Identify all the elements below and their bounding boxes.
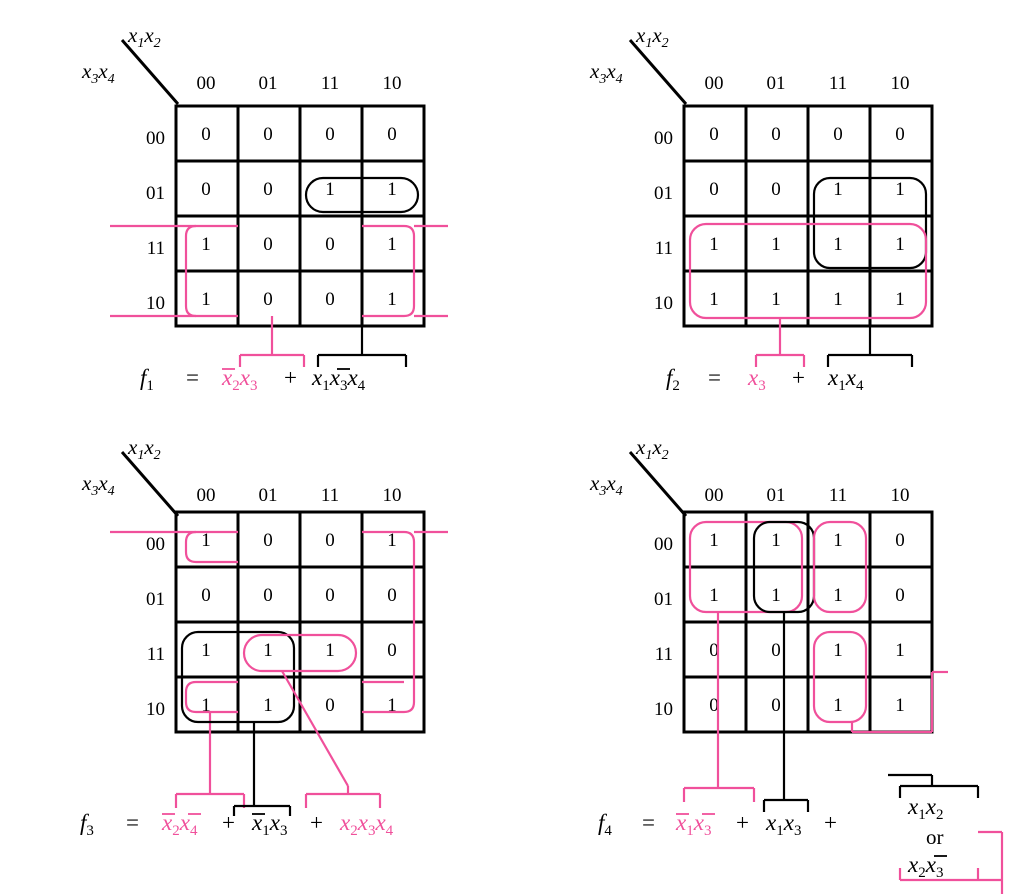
cell-r0-c3: 0	[895, 530, 905, 551]
cell-r0-c0: 1	[709, 530, 719, 551]
cell-r2-c2: 1	[833, 234, 843, 255]
expr-f4-name: $f_4$	[598, 810, 612, 839]
cell-r0-c0: 1	[201, 530, 211, 551]
expr-f2-term1: $x_3$	[748, 365, 766, 394]
col-label-10: 10	[382, 485, 402, 506]
cell-r1-c2: 1	[833, 585, 843, 606]
row-label-01: 01	[654, 183, 673, 204]
expr-f3-term1: $x_2x_4$	[162, 810, 198, 839]
cell-r2-c0: 1	[201, 640, 211, 661]
cell-r1-c2: 1	[833, 179, 843, 200]
row-label-01: 01	[146, 183, 165, 204]
row-label-10: 10	[146, 699, 165, 720]
cell-r2-c2: 0	[325, 234, 335, 255]
col-label-11: 11	[320, 73, 340, 94]
expr-f4-equals: =	[642, 810, 655, 835]
cell-r2-c1: 1	[771, 234, 781, 255]
cell-r2-c1: 1	[263, 640, 273, 661]
cell-r0-c2: 0	[325, 124, 335, 145]
expr-f4-term2: $x_1x_3$	[766, 810, 802, 839]
row-label-11: 11	[654, 644, 673, 665]
row-label-00: 00	[146, 534, 165, 555]
row-label-11: 11	[146, 644, 165, 665]
expression-f4	[598, 794, 947, 881]
cell-r3-c0: 0	[709, 695, 719, 716]
expr-f3-plus1: +	[222, 810, 235, 835]
cell-r3-c1: 0	[771, 695, 781, 716]
kmap-f3-svg	[0, 420, 500, 894]
cell-r0-c0: 0	[709, 124, 719, 145]
expr-f1-equals: =	[186, 365, 199, 390]
kmap-f3	[0, 420, 500, 894]
cell-r2-c0: 0	[709, 640, 719, 661]
row-header-label: $x_3x_4$	[590, 59, 623, 87]
expr-f2-equals: =	[708, 365, 721, 390]
col-label-10: 10	[890, 485, 910, 506]
expr-f1-name: $f_1$	[140, 365, 154, 394]
kmap-f1-svg	[0, 0, 500, 420]
row-label-11: 11	[654, 238, 673, 259]
row-label-00: 00	[654, 534, 673, 555]
row-label-10: 10	[654, 293, 673, 314]
expression-f3	[80, 810, 394, 839]
cell-r0-c1: 0	[263, 530, 273, 551]
cell-r3-c2: 0	[325, 289, 335, 310]
col-label-11: 11	[828, 73, 848, 94]
cell-r3-c1: 1	[263, 695, 273, 716]
cell-r1-c2: 0	[325, 585, 335, 606]
expression-f2	[666, 365, 864, 394]
col-label-10: 10	[382, 73, 402, 94]
cell-r2-c0: 1	[709, 234, 719, 255]
leader-pink-f3-b	[282, 671, 380, 808]
kmap-f2	[508, 0, 1008, 420]
leader-black-f3	[234, 722, 290, 816]
cell-r3-c3: 1	[895, 289, 905, 310]
col-label-00: 00	[196, 73, 216, 94]
col-label-00: 00	[704, 485, 724, 506]
cell-r0-c2: 0	[325, 530, 335, 551]
cell-r3-c2: 1	[833, 289, 843, 310]
leader-pink-f3-a	[176, 712, 244, 808]
cell-r1-c1: 0	[263, 585, 273, 606]
cell-r0-c1: 0	[263, 124, 273, 145]
col-header-label: $x_1x_2$	[128, 23, 161, 51]
header-diagonal	[122, 452, 178, 516]
cell-r3-c1: 0	[263, 289, 273, 310]
leader-pink-f1	[240, 316, 304, 367]
expr-f4-plus1: +	[736, 810, 749, 835]
cell-r2-c0: 1	[201, 234, 211, 255]
cell-r2-c3: 0	[387, 640, 397, 661]
expr-f4-alt-or: or	[926, 825, 944, 849]
kmap-f4-svg	[508, 420, 1017, 894]
cell-r1-c3: 0	[387, 585, 397, 606]
cell-r0-c0: 0	[201, 124, 211, 145]
cell-r0-c3: 1	[387, 530, 397, 551]
row-label-00: 00	[146, 128, 165, 149]
expr-f4-plus2: +	[824, 810, 837, 835]
cell-r2-c3: 1	[895, 234, 905, 255]
cell-r3-c0: 1	[709, 289, 719, 310]
cell-r0-c1: 0	[771, 124, 781, 145]
cell-r0-c3: 0	[895, 124, 905, 145]
cell-r0-c3: 0	[387, 124, 397, 145]
kmap-f4	[508, 420, 1017, 894]
cell-r1-c0: 0	[201, 179, 211, 200]
col-label-00: 00	[704, 73, 724, 94]
cell-r3-c3: 1	[387, 289, 397, 310]
leader-pink-f4-a	[684, 612, 754, 802]
cell-r3-c3: 1	[387, 695, 397, 716]
expr-f1-plus: +	[284, 365, 297, 390]
cell-r2-c1: 0	[263, 234, 273, 255]
expr-f4-alt-first: $x_1x_2$	[908, 794, 944, 823]
cell-r1-c1: 0	[263, 179, 273, 200]
cell-r2-c2: 1	[833, 640, 843, 661]
row-label-10: 10	[146, 293, 165, 314]
expr-f3-name: $f_3$	[80, 810, 94, 839]
col-label-11: 11	[828, 485, 848, 506]
cell-r0-c2: 0	[833, 124, 843, 145]
cell-r0-c1: 1	[771, 530, 781, 551]
cell-r1-c1: 1	[771, 585, 781, 606]
cell-r2-c3: 1	[895, 640, 905, 661]
cell-r1-c1: 0	[771, 179, 781, 200]
col-header-label: $x_1x_2$	[636, 23, 669, 51]
cell-r2-c2: 1	[325, 640, 335, 661]
expr-f3-equals: =	[126, 810, 139, 835]
kmap-f1	[0, 0, 500, 420]
cell-r1-c0: 1	[709, 585, 719, 606]
col-label-01: 01	[766, 73, 786, 94]
row-header-label: $x_3x_4$	[590, 471, 623, 499]
kmap-f2-svg	[508, 0, 1008, 420]
expr-f1-term2: $x_1x_3x_4$	[312, 365, 366, 394]
expr-f3-term3: $x_2x_3x_4$	[340, 810, 394, 839]
col-label-01: 01	[258, 73, 278, 94]
col-label-01: 01	[766, 485, 786, 506]
cell-r3-c2: 0	[325, 695, 335, 716]
expr-f4-term1: $x_1x_3$	[676, 810, 712, 839]
cell-r3-c1: 1	[771, 289, 781, 310]
expr-f1-term1: $x_2x_3$	[222, 365, 258, 394]
header-diagonal	[630, 452, 686, 516]
col-label-11: 11	[320, 485, 340, 506]
expr-f2-plus: +	[792, 365, 805, 390]
header-diagonal	[122, 40, 178, 104]
cell-r2-c1: 0	[771, 640, 781, 661]
cell-r3-c2: 1	[833, 695, 843, 716]
expr-f2-term2: $x_1x_4$	[828, 365, 864, 394]
cell-r2-c3: 1	[387, 234, 397, 255]
expr-f4-alt-second: $x_2x_3$	[908, 852, 944, 881]
row-label-01: 01	[146, 589, 165, 610]
col-header-label: $x_1x_2$	[128, 435, 161, 463]
row-label-00: 00	[654, 128, 673, 149]
col-label-01: 01	[258, 485, 278, 506]
cell-r0-c2: 1	[833, 530, 843, 551]
col-label-00: 00	[196, 485, 216, 506]
cell-r1-c3: 0	[895, 585, 905, 606]
col-label-10: 10	[890, 73, 910, 94]
expr-f3-plus2: +	[310, 810, 323, 835]
cell-r1-c3: 1	[387, 179, 397, 200]
expr-f2-name: $f_2$	[666, 365, 680, 394]
cell-r3-c0: 1	[201, 695, 211, 716]
row-label-01: 01	[654, 589, 673, 610]
cell-r1-c0: 0	[201, 585, 211, 606]
expression-f1	[140, 365, 366, 394]
cell-r1-c0: 0	[709, 179, 719, 200]
cell-r3-c3: 1	[895, 695, 905, 716]
row-header-label: $x_3x_4$	[82, 471, 115, 499]
cell-r1-c2: 1	[325, 179, 335, 200]
col-header-label: $x_1x_2$	[636, 435, 669, 463]
row-label-11: 11	[146, 238, 165, 259]
expr-f3-term2: $x_1x_3$	[252, 810, 288, 839]
header-diagonal	[630, 40, 686, 104]
cell-r3-c0: 1	[201, 289, 211, 310]
row-header-label: $x_3x_4$	[82, 59, 115, 87]
cell-r1-c3: 1	[895, 179, 905, 200]
row-label-10: 10	[654, 699, 673, 720]
